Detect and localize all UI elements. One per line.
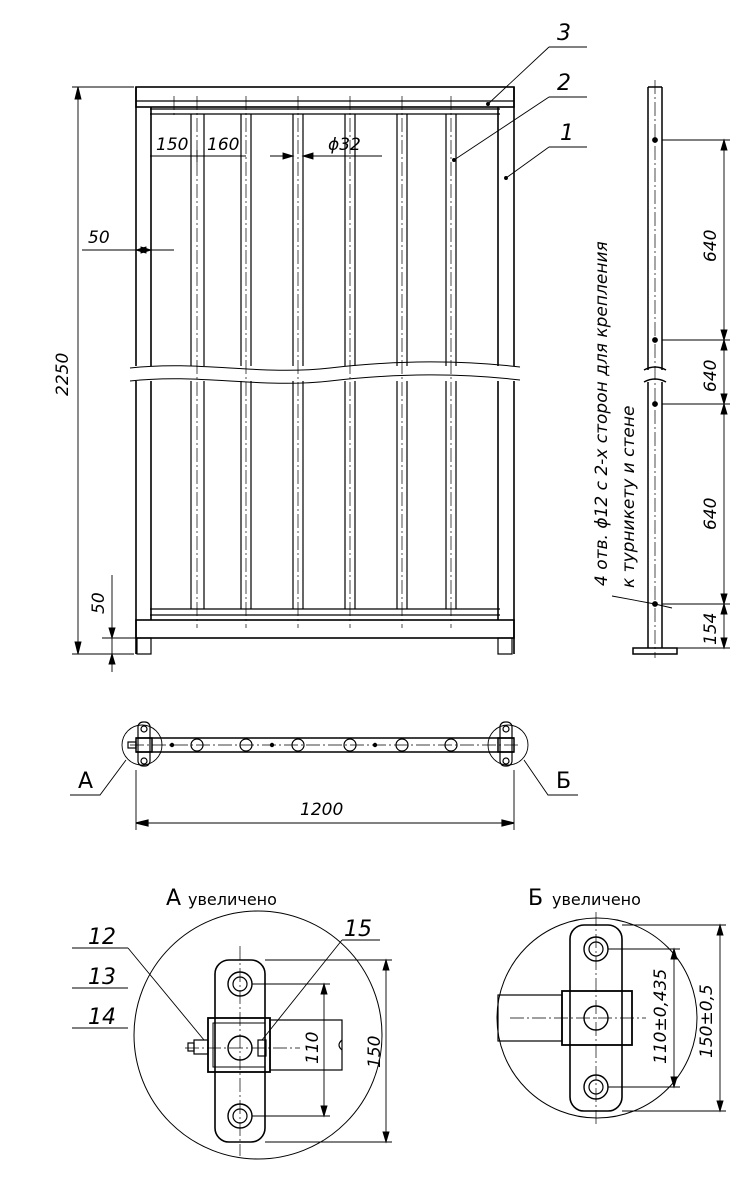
dim-width-label: 1200	[300, 800, 344, 820]
part-label-15: 15	[344, 917, 372, 942]
part-label-3: 3	[557, 21, 571, 46]
mounting-note-line2: к турникету и стене	[619, 405, 639, 588]
part-leaders	[453, 47, 588, 180]
detail-b-inner-dim: 110±0,435	[651, 968, 671, 1064]
detail-b-view	[497, 912, 726, 1124]
break-lines	[130, 362, 520, 383]
dim-base-height-label: 154	[701, 612, 721, 645]
part-label-12: 12	[88, 925, 116, 950]
dim-height-label: 2250	[53, 352, 73, 396]
part-label-1: 1	[560, 121, 574, 146]
front-view-posts	[136, 87, 514, 654]
detail-a-subtitle: увеличено	[188, 890, 277, 909]
dim-bottom-offset-label: 50	[89, 592, 109, 614]
front-view-bars	[191, 114, 456, 609]
detail-a-title: А	[166, 886, 182, 911]
detail-a-view	[72, 911, 392, 1159]
detail-b-title: Б	[528, 886, 544, 911]
view-letter-b: Б	[556, 769, 572, 794]
front-view-frame	[136, 87, 514, 654]
mounting-note-line1: 4 отв. ϕ12 с 2-х сторон для крепления	[592, 241, 612, 586]
dim-spacing-a-label: 150	[156, 135, 189, 155]
dim-bottom-lines	[102, 575, 136, 672]
dim-bar-diameter-label: ϕ32	[328, 135, 361, 155]
dim-spacing-b-label: 160	[207, 135, 240, 155]
part-label-14: 14	[88, 1005, 116, 1030]
detail-a-outer-dim: 150	[365, 1035, 385, 1068]
dim-side-offset-label: 50	[88, 228, 110, 248]
detail-a-inner-dim: 110	[303, 1031, 323, 1064]
view-letter-a: А	[78, 769, 94, 794]
part-label-2: 2	[557, 71, 571, 96]
dim-pitch-3-label: 640	[701, 497, 721, 530]
dim-pitch-1-label: 640	[701, 229, 721, 262]
part-label-13: 13	[88, 965, 116, 990]
dim-height-lines	[72, 87, 134, 654]
detail-b-subtitle: увеличено	[552, 890, 641, 909]
detail-b-outer-dim: 150±0,5	[697, 984, 717, 1058]
dim-pitch-2-label: 640	[701, 359, 721, 392]
